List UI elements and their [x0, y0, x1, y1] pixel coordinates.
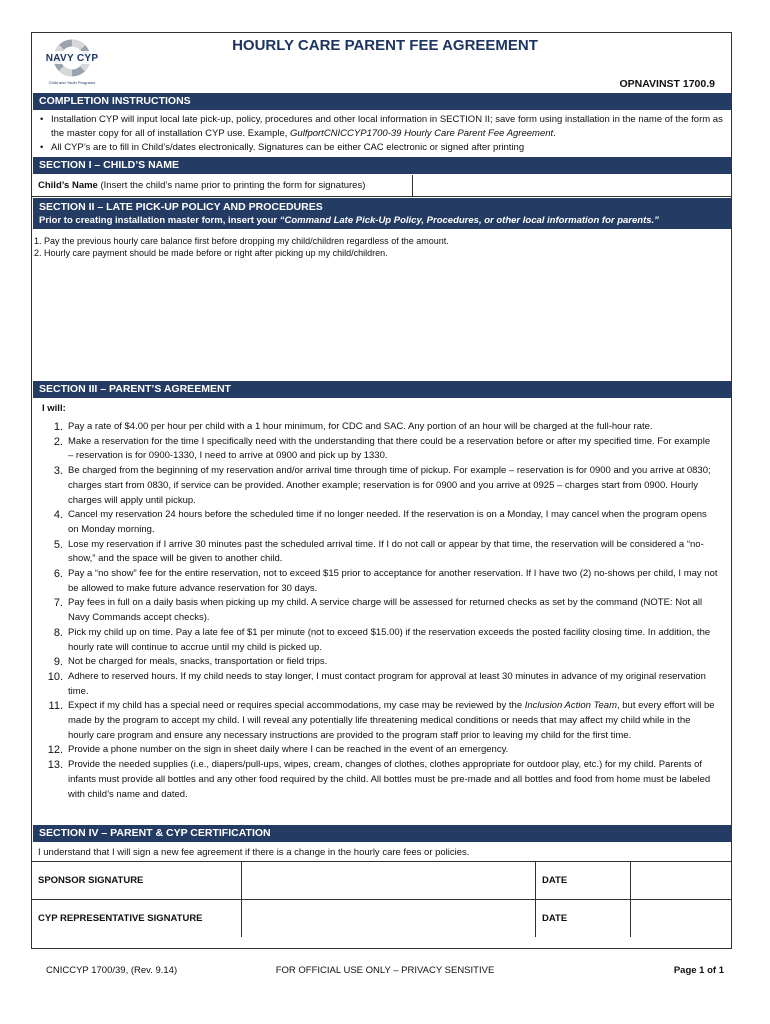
agreement-item-text: Make a reservation for the time I specifically need with the understanding that there could be a reservation before or after my specified time. For example – reservation is for 0900-1330, I need to arrive at 0900 and pick up by 1330.: [68, 435, 711, 462]
agreement-item: [36, 743, 718, 758]
divider: [535, 861, 536, 937]
agreement-item-text: Provide a phone number on the sign in sheet daily where I can be reached in the event of an emergency.: [68, 744, 509, 756]
agreement-item-number: 2.: [53, 435, 63, 448]
divider: [32, 861, 731, 862]
agreement-item-number: 1.: [53, 421, 63, 433]
certification-statement: I understand that I will sign a new fee agreement if there is a change in the hourly care fees or policies.: [38, 847, 470, 858]
instruction-item: • All CYP’s are to fill in Child’s/dates electronically. Signatures can be either CAC electronic or signed after printing: [38, 141, 728, 155]
agreement-item: [36, 596, 718, 625]
agreement-item: [36, 699, 718, 743]
agreement-item-number: 6.: [53, 568, 63, 581]
form-number: CNICCYP 1700/39, (Rev. 9.14): [46, 965, 178, 976]
agreement-item-number: 7.: [53, 597, 63, 610]
example-filename: GulfportCNICCYP1700-39 Hourly Care Parent Fee Agreement: [290, 128, 554, 139]
section-2-instructions: Prior to creating installation master form, insert your “Command Late Pick-Up Policy, Procedures, or other local information for parents.”: [39, 215, 659, 226]
agreement-item-text: Provide the needed supplies (i.e., diapers/pull-ups, wipes, cream, changes of clothes, clothes appropriate for outdoor play, etc.) for my child. Parents of infants must provide all bottles and any other food required by the child. All bottles must be pre-made and all bottles and food from home must be labeled with child’s name and dated.: [68, 759, 711, 800]
agreement-item-text: Pay a rate of $4.00 per hour per child with a 1 hour minimum, for CDC and SAC. Any portion of an hour will be charged at the full-hour rate.: [68, 421, 653, 432]
cyp-signature-field[interactable]: [243, 901, 533, 936]
sponsor-date-field[interactable]: [632, 863, 730, 898]
agreement-item-text: Pay a “no show” fee for the entire reservation, not to exceed $15 prior to acceptance for another reservation. If I have two (2) no-shows per child, I may not be allowed to make future advance reservation for 30 days.: [68, 568, 718, 594]
instruction-reference: OPNAVINST 1700.9: [619, 78, 715, 90]
logo-name: NAVY CYP: [45, 53, 99, 64]
field-divider: [412, 175, 413, 196]
cyp-date-field[interactable]: [632, 901, 730, 936]
agreement-item: [36, 670, 718, 699]
agreement-item-number: 5.: [53, 538, 63, 551]
agreement-item-text: Adhere to reserved hours. If my child needs to stay longer, I must contact program for approval at least 30 minutes in advance of my original reservation time.: [68, 670, 706, 697]
agreement-item-number: 8.: [53, 626, 63, 639]
agreement-item: [36, 508, 718, 537]
agreement-item-text: Not be charged for meals, snacks, transportation or field trips.: [68, 656, 328, 668]
sponsor-signature-label: SPONSOR SIGNATURE: [38, 875, 144, 886]
agreement-item: [36, 435, 718, 464]
agreement-item-text: Cancel my reservation 24 hours before the scheduled time if no longer needed. If the reservation is on a Monday, I may cancel when the program opens on Monday morning.: [68, 509, 707, 535]
agreement-item-number: 9.: [53, 656, 63, 669]
section-3-header: SECTION III – PARENT’S AGREEMENT: [33, 381, 731, 398]
section-4-header: SECTION IV – PARENT & CYP CERTIFICATION: [33, 825, 731, 842]
agreement-item-number: 13.: [47, 759, 63, 772]
cyp-date-label: DATE: [542, 913, 568, 924]
agreement-item-number: 4.: [53, 509, 63, 522]
agreement-item-text: Lose my reservation if I arrive 30 minutes past the scheduled arrival time. If I do not call or appear by that time, the reservation will be considered a “no-show,” and the space will be given to another child.: [68, 538, 704, 565]
agreement-item-number: 10.: [47, 670, 63, 683]
section-1-header: SECTION I – CHILD’S NAME: [33, 157, 731, 174]
agreement-item: [36, 758, 718, 802]
agreement-item-text: Pay fees in full on a daily basis when picking up my child. A service charge will be assessed for returned checks as set by the command (NOTE: Not all Navy Commands accept checks).: [68, 597, 703, 624]
late-pickup-policy-text[interactable]: [34, 235, 449, 259]
sponsor-signature-field[interactable]: [243, 863, 533, 898]
policy-line: 2. Hourly care payment should be made before or right after picking up my child/children.: [34, 248, 388, 258]
logo-subtitle: Child and Youth Programs: [48, 80, 96, 85]
agreement-item: [36, 626, 718, 655]
divider: [630, 861, 631, 937]
instruction-item: • Installation CYP will input local late pick-up, policy, procedures and other local information in SECTION II; save form using installation in the name of the form as the master copy for all of installation CYP use. Example, GulfportCNICCYP1700-39 Hourly Care Parent Fee Agreement.: [38, 113, 728, 141]
agreement-item: [36, 538, 718, 567]
divider: [241, 861, 242, 937]
divider: [32, 196, 731, 197]
agreement-item: [36, 420, 718, 435]
completion-instructions: [38, 113, 728, 155]
agreement-item-text: Expect if my child has a special need or requires special accommodations, my case may be reviewed by the Inclusion Action Team, but every effort will be made by the program to accept my child. I will reveal any potentially life threatening medical conditions or needs that may affect my child while in the hourly care program and ensure any necessary instructions are provided to the program staff prior to leaving my child for the first time.: [68, 700, 715, 741]
sponsor-date-label: DATE: [542, 875, 568, 886]
policy-line: 1. Pay the previous hourly care balance first before dropping my child/children regardless of the amount.: [34, 236, 449, 246]
divider: [32, 899, 731, 900]
cyp-signature-label: CYP REPRESENTATIVE SIGNATURE: [38, 913, 203, 924]
completion-instructions-header: COMPLETION INSTRUCTIONS: [33, 93, 731, 110]
agreement-item-number: 12.: [47, 744, 63, 757]
agreement-item: [36, 655, 718, 670]
form-title: HOURLY CARE PARENT FEE AGREEMENT: [232, 37, 538, 54]
agreement-item-text: Pick my child up on time. Pay a late fee of $1 per minute (not to exceed $15.00) if the reservation exceeds the posted facility closing time. In addition, the hourly rate will continue to accrue until my child is picked up.: [68, 626, 711, 653]
agreement-item-number: 3.: [53, 465, 63, 478]
agreement-list: [36, 420, 718, 802]
agreement-item: [36, 464, 718, 508]
agreement-item-number: 11.: [48, 700, 63, 713]
agreement-intro: I will:: [42, 403, 66, 414]
section-2-title: SECTION II – LATE PICK-UP POLICY AND PROCEDURES: [39, 201, 323, 213]
child-name-field[interactable]: [414, 176, 730, 195]
child-name-label: Child’s Name (Insert the child’s name prior to printing the form for signatures): [38, 180, 366, 191]
agreement-item: [36, 567, 718, 596]
agreement-item-text: Be charged from the beginning of my reservation and/or arrival time through time of pickup. For example – reservation is for 0900 and you arrive at 0830; charges start from 0830, if service can be provided. Another example; reservation is for 0900 and you arrive at 0925 – charges start from 0900. Hourly charges will apply until pickup.: [68, 465, 711, 506]
section-2-header: [33, 198, 731, 229]
page-number: Page 1 of 1: [673, 965, 724, 976]
privacy-marking: FOR OFFICIAL USE ONLY – PRIVACY SENSITIVE: [275, 965, 495, 976]
